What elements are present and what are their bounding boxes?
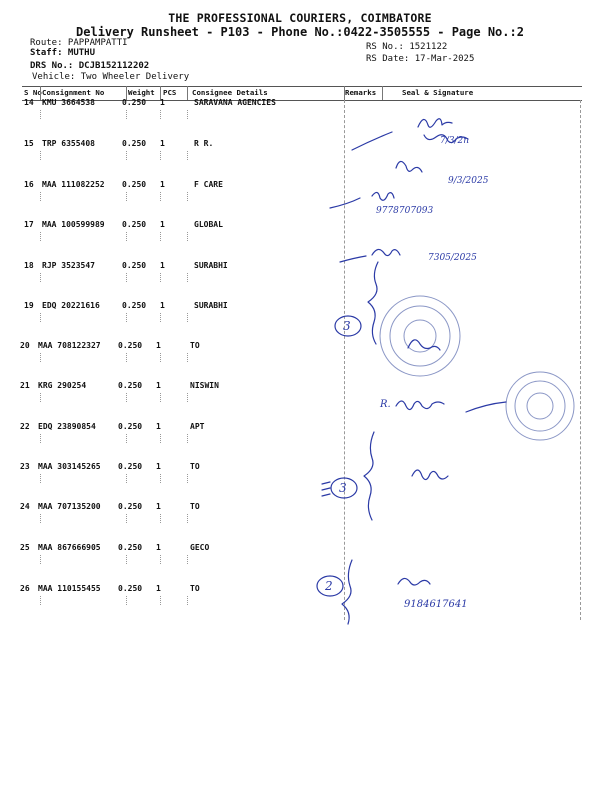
- cell-weight: 0.250: [118, 341, 143, 350]
- handwritten-initial: R.: [380, 399, 391, 410]
- cell-sno: 19: [24, 301, 34, 310]
- circled-count-text: 2: [325, 579, 333, 593]
- cell-weight: 0.250: [122, 180, 147, 189]
- cell-sno: 17: [24, 220, 34, 229]
- handwritten-phone: 9184617641: [404, 599, 468, 610]
- cell-weight: 0.250: [122, 301, 147, 310]
- cell-sno: 22: [20, 422, 30, 431]
- handwritten-date: 7305/2025: [428, 253, 477, 263]
- signature-scribble: [322, 482, 330, 496]
- company-seal: [506, 372, 574, 440]
- cell-cn: MAA 303145265: [38, 462, 101, 471]
- signature-scribble: [412, 470, 448, 480]
- col-consignee: Consignee Details: [192, 88, 268, 97]
- cell-pcs: 1: [156, 422, 161, 431]
- staff-label: Staff: MUTHU: [30, 48, 96, 58]
- cell-consignee: F CARE: [194, 180, 223, 189]
- cell-consignee: TO: [190, 502, 200, 511]
- circled-count-text: 3: [343, 319, 351, 333]
- cell-cn: KRG 290254: [38, 381, 87, 390]
- cell-consignee: SURABHI: [194, 301, 228, 310]
- cell-cn: EDQ 20221616: [42, 301, 100, 310]
- vehicle-label: Vehicle: Two Wheeler Delivery: [32, 72, 190, 82]
- cell-pcs: 1: [160, 261, 165, 270]
- col-seal-signature: Seal & Signature: [402, 88, 474, 97]
- signature-scribble: [372, 249, 400, 255]
- cell-consignee: GLOBAL: [194, 220, 223, 229]
- signature-bracket: [368, 262, 378, 344]
- signature-scribble: [352, 132, 392, 150]
- cell-pcs: 1: [156, 381, 161, 390]
- col-consignment: Consignment No: [42, 88, 105, 97]
- cell-pcs: 1: [160, 180, 165, 189]
- cell-sno: 16: [24, 180, 34, 189]
- col-sno: S No: [24, 88, 42, 97]
- cell-sno: 23: [20, 462, 30, 471]
- cell-consignee: SURABHI: [194, 261, 228, 270]
- circled-count-text: 3: [339, 481, 347, 495]
- cell-cn: MAA 707135200: [38, 502, 101, 511]
- signature-scribble: [340, 256, 366, 262]
- runsheet-title: Delivery Runsheet - P103 - Phone No.:0422-3505555 - Page No.:2: [76, 25, 524, 39]
- cell-pcs: 1: [160, 139, 165, 148]
- cell-consignee: TO: [190, 341, 200, 350]
- cell-cn: TRP 6355408: [42, 139, 95, 148]
- cell-consignee: R R.: [194, 139, 214, 148]
- cell-weight: 0.250: [118, 543, 143, 552]
- cell-sno: 21: [20, 381, 30, 390]
- handwritten-phone: 9778707093: [376, 206, 434, 216]
- handwritten-date: 7/3/2n: [440, 136, 470, 146]
- cell-cn: MAA 111082252: [42, 180, 105, 189]
- cell-pcs: 1: [156, 341, 161, 350]
- signature-scribble: [398, 578, 430, 585]
- cell-pcs: 1: [156, 502, 161, 511]
- cell-cn: MAA 708122327: [38, 341, 101, 350]
- cell-pcs: 1: [160, 98, 165, 107]
- cell-cn: EDQ 23890854: [38, 422, 96, 431]
- cell-weight: 0.250: [118, 502, 143, 511]
- col-weight: Weight: [128, 88, 155, 97]
- drs-number: DRS No.: DCJB152112202: [30, 61, 150, 71]
- cell-sno: 26: [20, 584, 30, 593]
- cell-consignee: TO: [190, 462, 200, 471]
- cell-pcs: 1: [160, 220, 165, 229]
- cell-weight: 0.250: [122, 261, 147, 270]
- cell-pcs: 1: [156, 462, 161, 471]
- cell-sno: 14: [24, 98, 34, 107]
- cell-cn: MAA 100599989: [42, 220, 105, 229]
- cell-weight: 0.250: [118, 584, 143, 593]
- cell-cn: MAA 110155455: [38, 584, 101, 593]
- cell-weight: 0.250: [122, 220, 147, 229]
- company-seal: [380, 296, 460, 376]
- cell-pcs: 1: [156, 584, 161, 593]
- cell-sno: 24: [20, 502, 30, 511]
- signature-scribble: [466, 402, 506, 412]
- cell-consignee: NISWIN: [190, 381, 219, 390]
- signature-bracket: [342, 560, 352, 624]
- cell-sno: 18: [24, 261, 34, 270]
- cell-pcs: 1: [160, 301, 165, 310]
- signature-scribble: [396, 161, 422, 172]
- company-title: THE PROFESSIONAL COURIERS, COIMBATORE: [168, 11, 432, 25]
- signature-scribble: [372, 192, 394, 200]
- col-pcs: PCS: [163, 88, 177, 97]
- cell-cn: MAA 867666905: [38, 543, 101, 552]
- rs-date: RS Date: 17-Mar-2025: [366, 54, 475, 64]
- cell-sno: 15: [24, 139, 34, 148]
- signature-scribble: [396, 401, 444, 410]
- signature-bracket: [364, 432, 374, 520]
- cell-cn: RJP 3523547: [42, 261, 95, 270]
- cell-consignee: APT: [190, 422, 205, 431]
- signature-scribble: [418, 119, 452, 128]
- cell-consignee: GECO: [190, 543, 210, 552]
- cell-weight: 0.250: [118, 422, 143, 431]
- handwritten-date: 9/3/2025: [448, 176, 489, 186]
- cell-sno: 25: [20, 543, 30, 552]
- cell-sno: 20: [20, 341, 30, 350]
- cell-consignee: SARAVANA AGENCIES: [194, 98, 276, 107]
- signature-scribble: [330, 198, 360, 208]
- cell-weight: 0.250: [118, 381, 143, 390]
- cell-weight: 0.250: [118, 462, 143, 471]
- cell-pcs: 1: [156, 543, 161, 552]
- col-remarks: Remarks: [345, 88, 377, 97]
- cell-cn: KMU 3664538: [42, 98, 95, 107]
- rs-number: RS No.: 1521122: [366, 42, 448, 52]
- route-label: Route: PAPPAMPATTI: [30, 38, 128, 48]
- cell-weight: 0.250: [122, 98, 147, 107]
- cell-consignee: TO: [190, 584, 200, 593]
- cell-weight: 0.250: [122, 139, 147, 148]
